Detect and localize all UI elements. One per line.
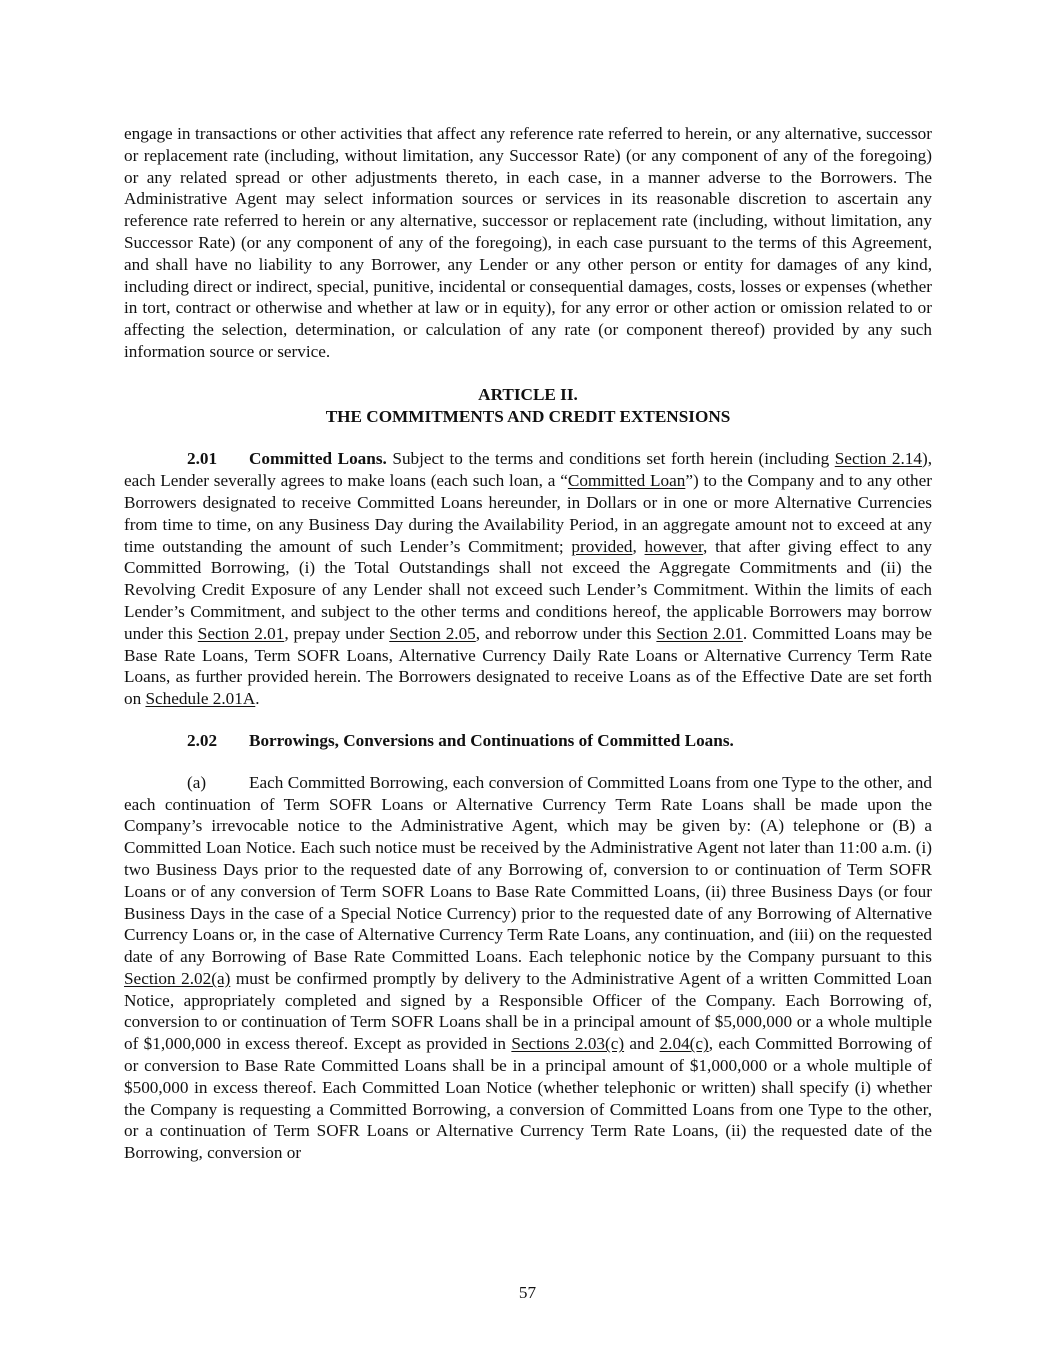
section-2-01-title: Committed Loans. xyxy=(249,449,387,469)
text-run: and xyxy=(624,1034,660,1054)
section-2-02-number: 2.02 xyxy=(187,730,218,750)
text-run: , xyxy=(632,536,645,556)
article-title: THE COMMITMENTS AND CREDIT EXTENSIONS xyxy=(325,406,731,426)
page-number: 57 xyxy=(518,1283,537,1302)
intro-paragraph: engage in transactions or other activities that affect any reference rate referred to herein, or any alternative, successor or replacement rate (including, without limitation, any Successor Rate) (or any component of any of the foregoing) or any related spread or other adjustments thereto, in each case, in a manner adverse to the Borrowers. The Administrative Agent may select information sources or services in its reasonable discretion to ascertain any reference rate referred to herein or any alternative, successor or replacement rate (including, without limitation, any Successor Rate) (or any component of any of the foregoing), in each case pursuant to the terms of this Agreement, and shall have no liability to any Borrower, any Lender or any other person or entity for damages of any kind, including direct or indirect, special, punitive, incidental or consequential damages, costs, losses or expenses (whether in tort, contract or otherwise and whether at law or in equity), for any error or other action or omission related to or affecting the selection, determination, or calculation of any rate (or component thereof) provided by any such information source or service. xyxy=(124,124,932,361)
text-run: Each Committed Borrowing, each conversion of Committed Loans from one Type to the other, and each continuation of Term SOFR Loans or Alternative Currency Term Rate Loans shall be made upon the Company’s irrevocable notice to the Administrative Agent, which may be given by: (A) telephone or (B) a Committed Loan Notice. Each such notice must be received by the Administrative Agent not later than 11:00 a.m. (i) two Business Days prior to the requested date of any Borrowing of, conversion to or continuation of Term SOFR Loans or of any conversion of Term SOFR Loans to Base Rate Committed Loans, (ii) three Business Days (or four Business Days in the case of a Special Notice Currency) prior to the requested date of any Borrowing of Alternative Currency Loans or, in the case of Alternative Currency Term Rate Loans, any continuation, and (iii) on the requested date of any Borrowing of Base Rate Committed Loans. Each telephonic notice by the Company pursuant to this xyxy=(124,772,932,967)
cross-reference: Section 2.01 xyxy=(197,623,285,643)
section-2-01-number: 2.01 xyxy=(187,449,218,469)
defined-term: Committed Loan xyxy=(567,471,686,491)
proviso-term: provided xyxy=(571,536,633,556)
article-heading xyxy=(124,384,932,428)
cross-reference: Section 2.14 xyxy=(834,449,922,469)
cross-reference: Section 2.02(a) xyxy=(124,968,231,988)
text-run: ), each Lender severally agrees to make loans (each such loan, a “ xyxy=(124,449,932,491)
text-run: , and reborrow under this xyxy=(475,623,657,643)
text-run: must be confirmed promptly by delivery to the Administrative Agent of a written Committed Loan Notice, appropriately completed and signed by a Responsible Officer of the Company. Each Borrowing of, conversion to or continuation of Term SOFR Loans shall be in a principal amount of $5,000,000 or a whole multiple of $1,000,000 in excess thereof. Except as provided in xyxy=(124,968,932,1054)
section-2-01-paragraph xyxy=(124,448,932,710)
section-2-02-heading xyxy=(124,730,932,752)
text-run: ”) to the Company and to any other Borrowers designated to receive Committed Loans hereunder, in Dollars or in one or more Alternative Currencies from time to time, on any Business Day during the Availability Period, in an aggregate amount not to exceed at any time outstanding the amount of such Lender’s Commitment; xyxy=(124,471,932,556)
cross-reference: Schedule 2.01A xyxy=(145,689,256,709)
document-page xyxy=(124,123,932,1164)
text-run: , that after giving effect to any Committed Borrowing, (i) the Total Outstandings shall not exceed the Aggregate Commitments and (ii) the Revolving Credit Exposure of any Lender shall not exceed such Lender’s Commitment. Within the limits of each Lender’s Commitment, and subject to the other terms and conditions hereof, the applicable Borrowers may borrow under this xyxy=(124,536,932,643)
text-run: Subject to the terms and conditions set forth herein (including xyxy=(386,449,835,469)
article-number: ARTICLE II. xyxy=(478,384,578,404)
cross-reference: Section 2.01 xyxy=(656,623,743,643)
section-2-02-a-paragraph xyxy=(124,772,932,1164)
cross-reference: 2.04(c) xyxy=(659,1034,709,1054)
text-run: . xyxy=(255,689,260,709)
subsection-label: (a) xyxy=(187,772,207,792)
cross-reference: Sections 2.03(c) xyxy=(511,1034,625,1054)
proviso-term: however xyxy=(644,536,704,556)
section-2-02-title: Borrowings, Conversions and Continuations of Committed Loans. xyxy=(249,730,734,750)
text-run: , prepay under xyxy=(284,623,390,643)
cross-reference: Section 2.05 xyxy=(389,623,476,643)
text-run: , each Committed Borrowing of or conversion to Base Rate Committed Loans shall be in a principal amount of $1,000,000 or a whole multiple of $500,000 in excess thereof. Each Committed Loan Notice (whether telephonic or written) shall specify (i) whether the Company is requesting a Committed Borrowing, a conversion of Committed Loans from one Type to the other, or a continuation of Term SOFR Loans or Alternative Currency Term Rate Loans, (ii) the requested date of the Borrowing, conversion or xyxy=(124,1034,932,1163)
text-run: . Committed Loans may be Base Rate Loans, Term SOFR Loans, Alternative Currency Daily Rate Loans or Alternative Currency Term Rate Loans, as further provided herein. The Borrowers designated to receive Loans as of the Effective Date are set forth on xyxy=(124,623,932,709)
